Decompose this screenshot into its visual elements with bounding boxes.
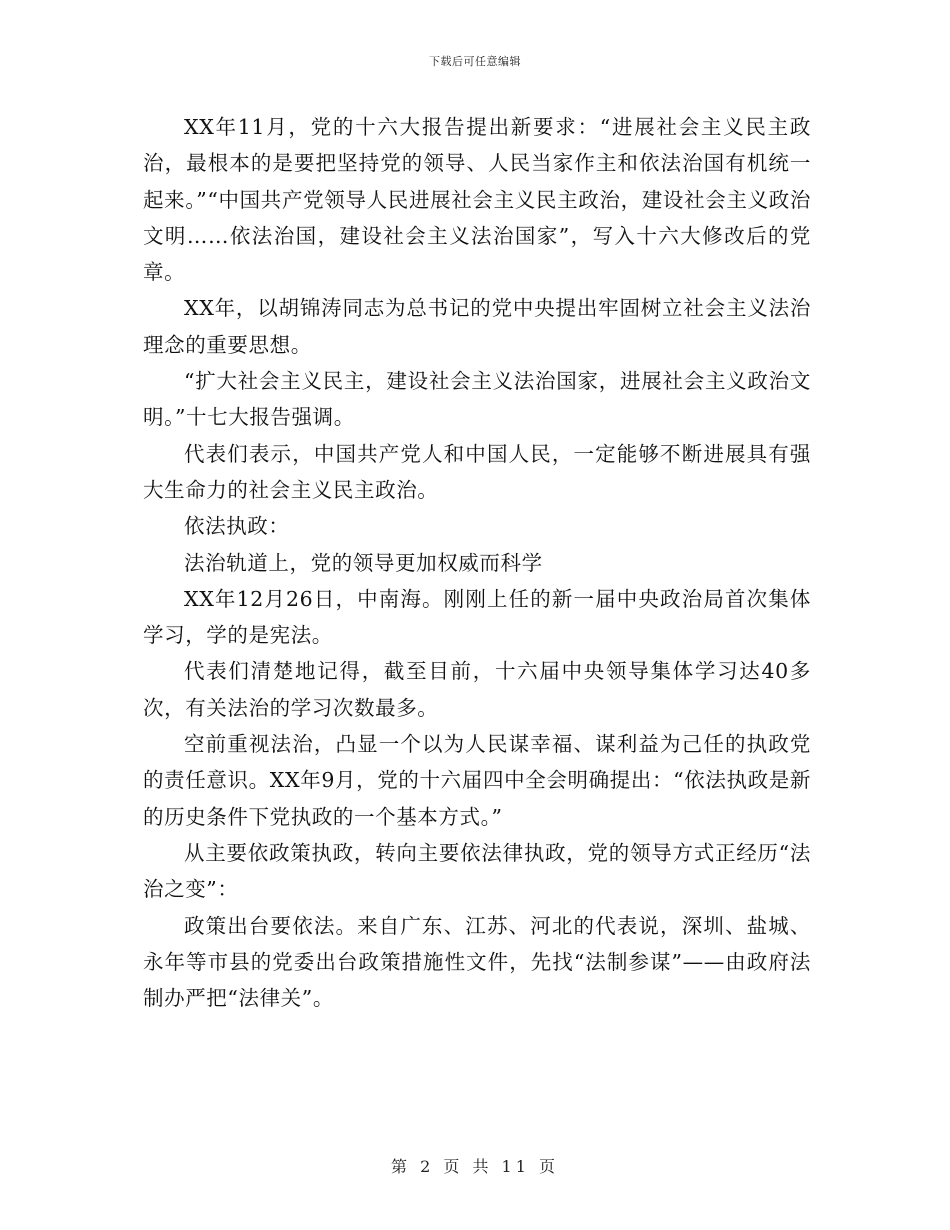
page-header: 下载后可任意编辑 (429, 55, 521, 68)
paragraph-11: 政策出台要依法。来自广东、江苏、河北的代表说，深圳、盐城、永年等市县的党委出台政策措施性文件，先找“法制参谋”——由政府法制办严把“法律关”。 (143, 913, 811, 1011)
paragraph-4: 代表们表示，中国共产党人和中国人民，一定能够不断进展具有强大生命力的社会主义民主政治。 (143, 441, 811, 502)
page-footer: 第 2 页 共 11 页 (391, 1157, 559, 1176)
paragraph-10: 从主要依政策执政，转向主要依法律执政，党的领导方式正经历“法治之变”： (143, 840, 811, 902)
paragraph-8: 代表们清楚地记得，截至目前，十六届中央领导集体学习达40多次，有关法治的学习次数最多。 (143, 659, 811, 720)
paragraph-7: XX年12月26日，中南海。刚刚上任的新一届中央政治局首次集体学习，学的是宪法。 (143, 586, 811, 648)
paragraph-3: “扩大社会主义民主，建设社会主义法治国家，进展社会主义政治文明。”十七大报告强调。 (143, 369, 811, 430)
section-subheading: 法治轨道上，党的领导更加权威而科学 (184, 550, 543, 575)
document-body (143, 109, 811, 1016)
section-heading: 依法执政： (184, 514, 290, 539)
paragraph-9: 空前重视法治，凸显一个以为人民谋幸福、谋利益为己任的执政党的责任意识。XX年9月，党的十六届四中全会明确提出：“依法执政是新的历史条件下党执政的一个基本方式。” (143, 732, 811, 829)
paragraph-2: XX年，以胡锦涛同志为总书记的党中央提出牢固树立社会主义法治理念的重要思想。 (143, 296, 811, 357)
paragraph-1: XX年11月，党的十六大报告提出新要求：“进展社会主义民主政治，最根本的是要把坚持党的领导、人民当家作主和依法治国有机统一起来。”“中国共产党领导人民进展社会主义民主政治，建设社会主义政治文明……依法治国，建设社会主义法治国家”，写入十六大修改后的党章。 (143, 115, 811, 285)
